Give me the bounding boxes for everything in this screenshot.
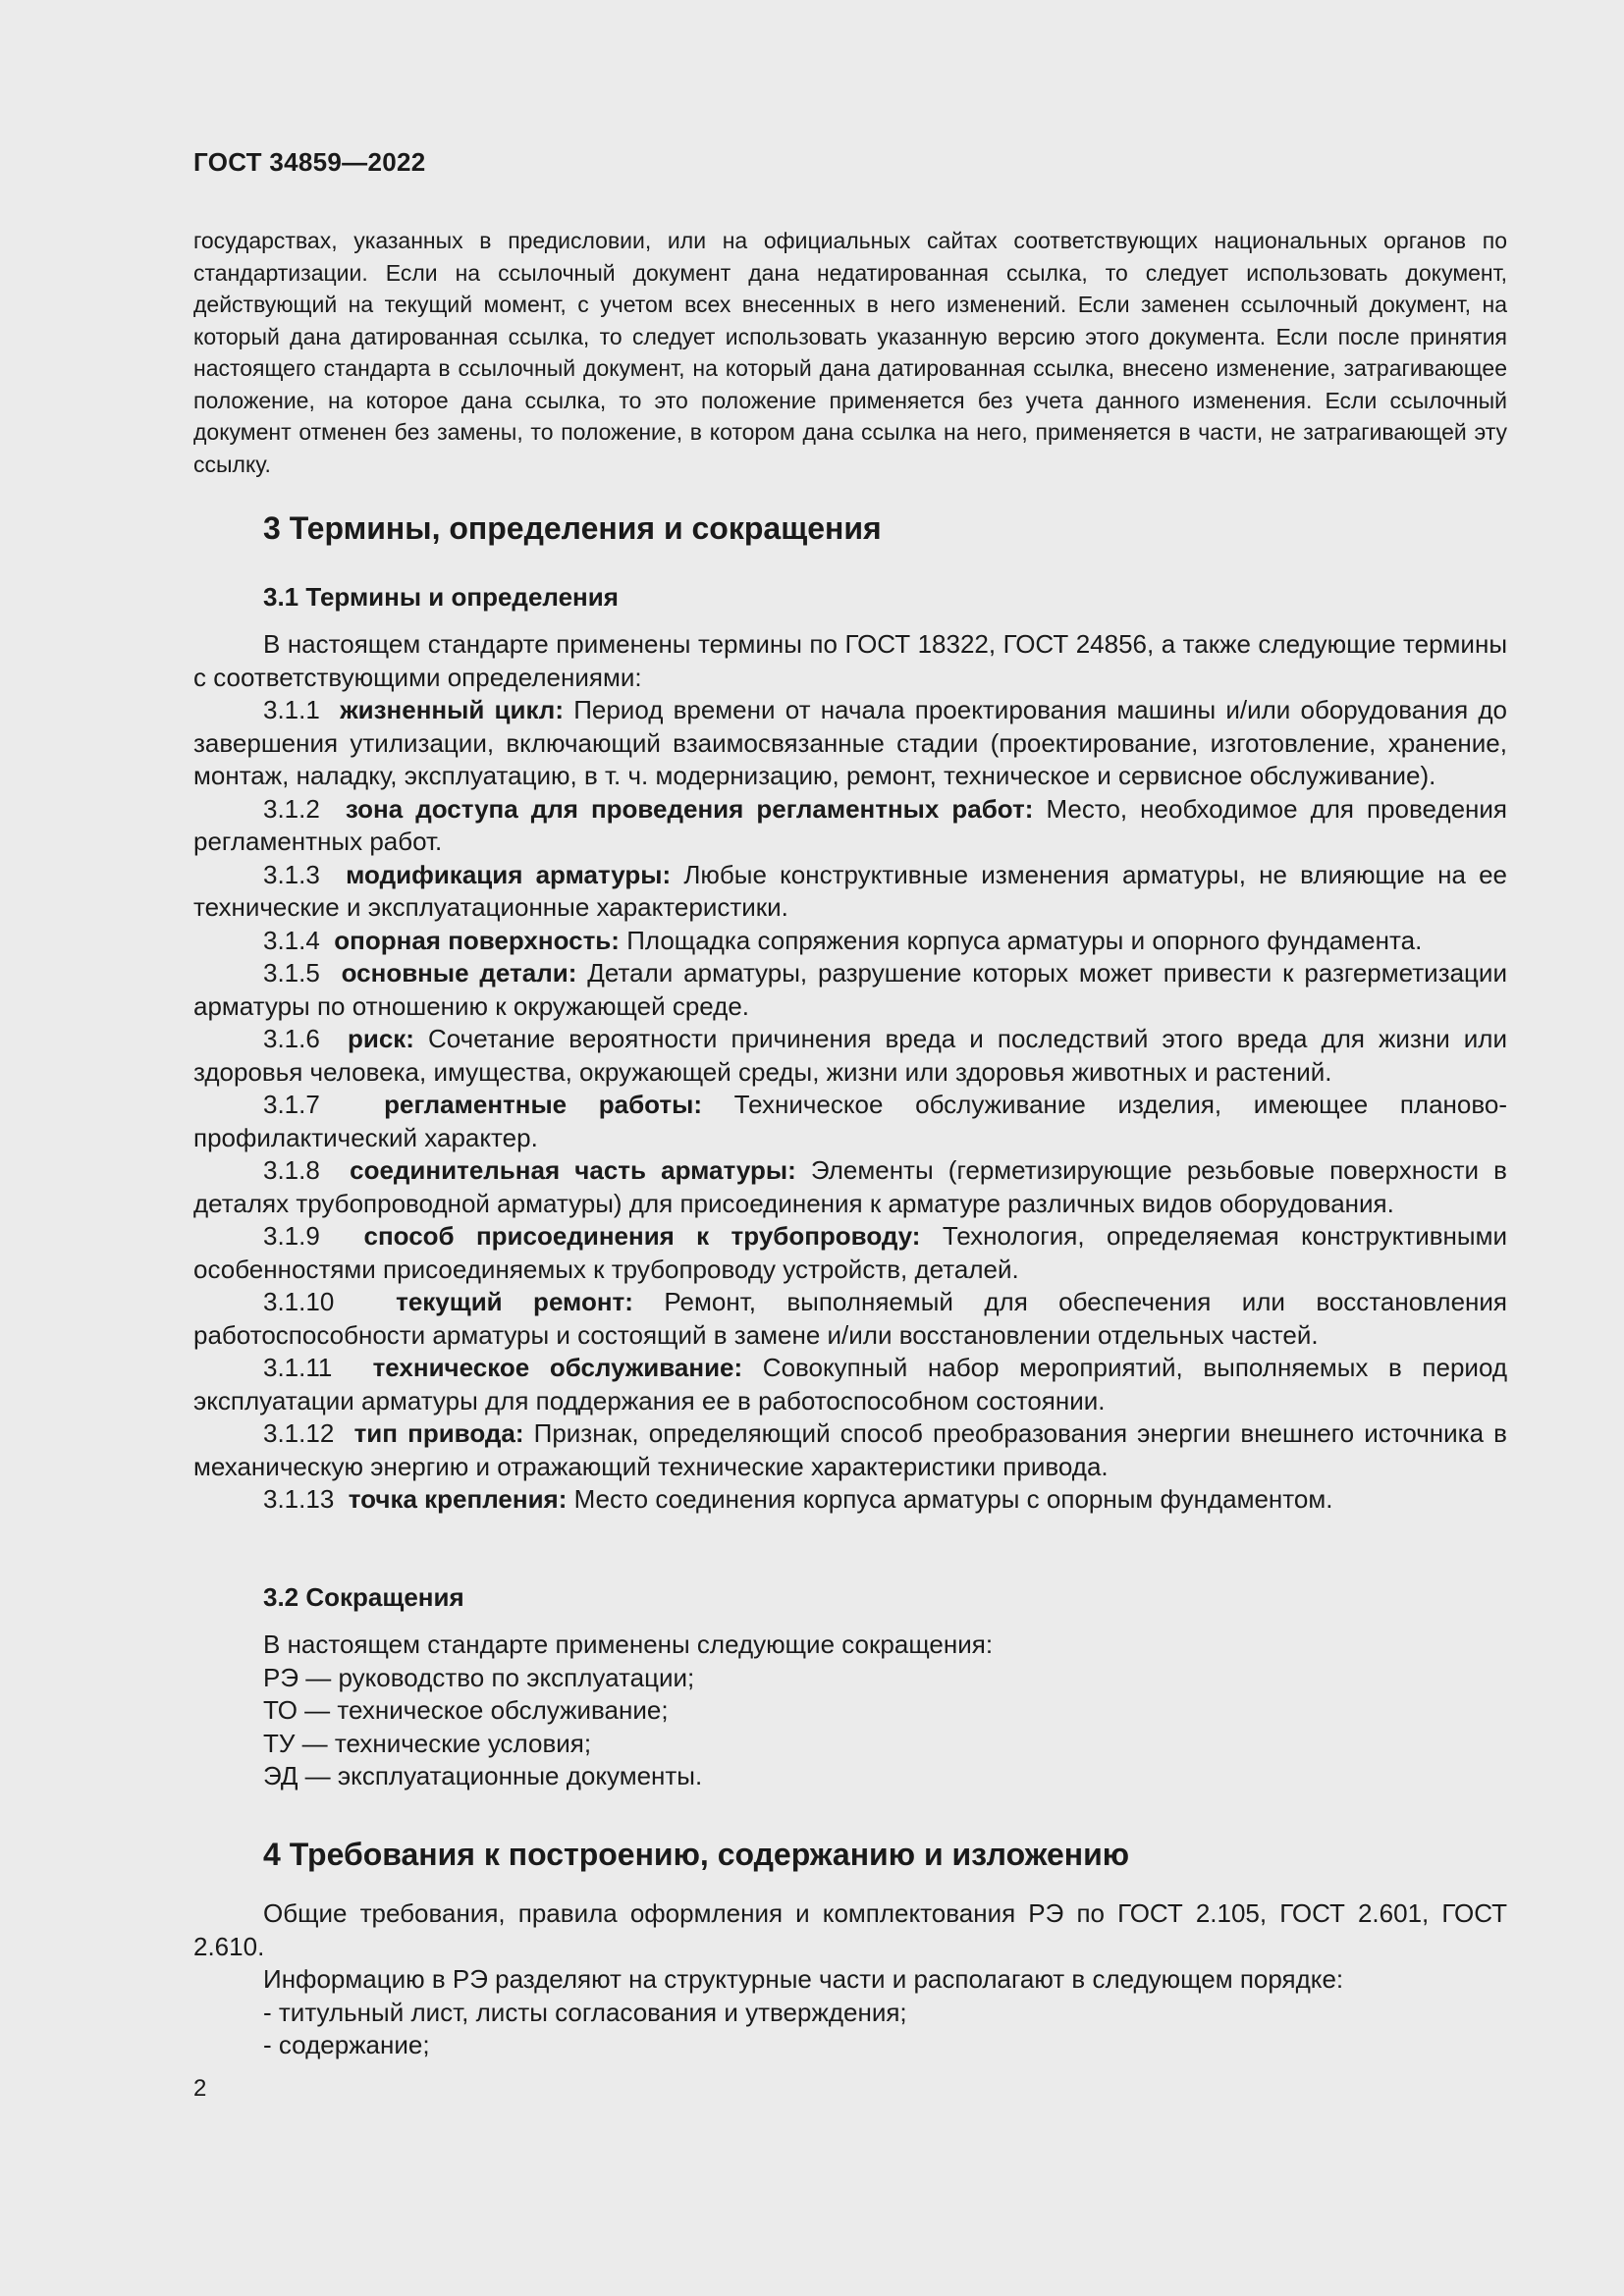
abbr-line: В настоящем стандарте применены следующие сокращения:: [263, 1629, 994, 1659]
abbr-line: ТУ — технические условия;: [263, 1728, 592, 1758]
terms-block: [193, 628, 1507, 1517]
term-number: 3.1.7: [263, 1090, 320, 1119]
term-name: жизненный цикл:: [340, 695, 564, 724]
abbr-line: ЭД — эксплуатационные документы.: [263, 1761, 703, 1790]
term-entry: [193, 1352, 1507, 1417]
term-name: соединительная часть арматуры:: [350, 1155, 796, 1185]
section-4-heading: 4 Требования к построению, содержанию и изложению: [263, 1837, 1130, 1872]
term-name: текущий ремонт:: [396, 1287, 633, 1316]
term-definition: Сочетание вероятности причинения вреда и последствий этого вреда для жизни или здоровья человека, имущества, окружающей среды, жизни или здоровья животных и растений.: [193, 1024, 1508, 1087]
term-entry: [193, 1154, 1507, 1220]
term-number: 3.1.12: [263, 1418, 335, 1448]
terms-list: [193, 694, 1507, 1517]
terms-lead: В настоящем стандарте применены термины по ГОСТ 18322, ГОСТ 24856, а также следующие термины с соответствующими определениями:: [193, 629, 1507, 692]
term-number: 3.1.8: [263, 1155, 320, 1185]
abbreviations-block: [193, 1629, 1507, 1793]
intro-paragraph: государствах, указанных в предисловии, или на официальных сайтах соответствующих национальных органов по стандартизации. Если на ссылочный документ дана недатированная ссылка, то следует использовать документ, действующий на текущий момент, с учетом всех внесенных в него изменений. Если заменен ссылочный документ, на который дана датированная ссылка, то следует использовать указанную версию этого документа. Если после принятия настоящего стандарта в ссылочный документ, на который дана датированная ссылка, внесено изменение, затрагивающее положение, на которое дана ссылка, то это положение применяется без учета данного изменения. Если ссылочный документ отменен без замены, то положение, в котором дана ссылка на него, применяется в части, не затрагивающей эту ссылку.: [193, 228, 1507, 477]
section-4-line: - содержание;: [263, 2030, 430, 2059]
term-number: 3.1.11: [263, 1353, 333, 1382]
term-number: 3.1.3: [263, 859, 320, 889]
term-name: основные детали:: [341, 958, 577, 988]
term-definition: Площадка сопряжения корпуса арматуры и опорного фундамента.: [626, 925, 1423, 955]
term-entry: [193, 1089, 1507, 1154]
subsection-3-1-heading: 3.1 Термины и определения: [263, 582, 619, 612]
section-4-paragraph: Общие требования, правила оформления и комплектования РЭ по ГОСТ 2.105, ГОСТ 2.601, ГОСТ 2.610.: [193, 1898, 1507, 1961]
term-number: 3.1.6: [263, 1024, 320, 1053]
section-3-heading: 3 Термины, определения и сокращения: [263, 510, 882, 546]
term-entry: [193, 859, 1507, 925]
term-definition: Совокупный набор мероприятий, выполняемых в период эксплуатации арматуры для поддержания ее в работоспособном состоянии.: [193, 1353, 1508, 1415]
term-name: риск:: [347, 1024, 414, 1053]
term-definition: Период времени от начала проектирования машины и/или оборудования до завершения утилизации, включающий взаимосвязанные стадии (проектирование, изготовление, хранение, монтаж, наладку, эксплуатацию, в т. ч. модернизацию, ремонт, техническое и сервисное обслуживание).: [193, 695, 1508, 790]
term-entry: [193, 1286, 1507, 1352]
term-definition: Техническое обслуживание изделия, имеющее планово-профилактический характер.: [193, 1090, 1507, 1152]
term-name: регламентные работы:: [384, 1090, 703, 1119]
term-entry: [193, 1417, 1507, 1483]
abbr-line: РЭ — руководство по эксплуатации;: [263, 1662, 695, 1692]
term-definition: Технология, определяемая конструктивными особенностями присоединяемых к трубопроводу устройств, деталей.: [193, 1221, 1507, 1284]
term-entry: [193, 793, 1507, 859]
term-name: тип привода:: [353, 1418, 524, 1448]
term-name: опорная поверхность:: [334, 925, 620, 955]
term-number: 3.1.4: [263, 925, 320, 955]
term-definition: Детали арматуры, разрушение которых может привести к разгерметизации арматуры по отношению к окружающей среде.: [193, 958, 1507, 1021]
term-number: 3.1.2: [263, 793, 320, 824]
subsection-3-2-heading: 3.2 Сокращения: [263, 1582, 464, 1612]
term-number: 3.1.13: [263, 1484, 335, 1514]
term-definition: Любые конструктивные изменения арматуры, не влияющие на ее технические и эксплуатационные характеристики.: [193, 859, 1507, 922]
abbr-line: ТО — техническое обслуживание;: [263, 1695, 669, 1725]
term-name: точка крепления:: [348, 1484, 568, 1514]
term-name: способ присоединения к трубопроводу:: [363, 1221, 921, 1251]
term-name: техническое обслуживание:: [372, 1353, 743, 1382]
term-number: 3.1.5: [263, 958, 320, 988]
term-number: 3.1.10: [263, 1287, 335, 1316]
term-entry: [193, 957, 1507, 1023]
term-number: 3.1.9: [263, 1221, 320, 1251]
document-id: ГОСТ 34859—2022: [193, 147, 426, 177]
section-4-body: [193, 1897, 1507, 2062]
term-definition: Признак, определяющий способ преобразования энергии внешнего источника в механическую энергию и отражающий технические характеристики привода.: [193, 1418, 1507, 1481]
term-definition: Место соединения корпуса арматуры с опорным фундаментом.: [573, 1484, 1333, 1514]
page-number: 2: [193, 2075, 207, 2102]
section-4-line: Информацию в РЭ разделяют на структурные части и располагают в следующем порядке:: [263, 1964, 1344, 1994]
section-4-line: - титульный лист, листы согласования и утверждения;: [263, 1997, 907, 2027]
term-entry: [193, 925, 1507, 958]
term-number: 3.1.1: [263, 695, 320, 724]
term-entry: [193, 1483, 1507, 1517]
term-entry: [193, 694, 1507, 793]
term-definition: Элементы (герметизирующие резьбовые поверхности в деталях трубопроводной арматуры) для присоединения к арматуре различных видов оборудования.: [193, 1155, 1507, 1218]
term-definition: Ремонт, выполняемый для обеспечения или восстановления работоспособности арматуры и состоящий в замене и/или восстановлении отдельных частей.: [193, 1287, 1508, 1350]
term-definition: Место, необходимое для проведения регламентных работ.: [193, 793, 1508, 856]
term-entry: [193, 1220, 1507, 1286]
term-entry: [193, 1023, 1507, 1089]
term-name: зона доступа для проведения регламентных работ:: [345, 793, 1034, 824]
term-name: модификация арматуры:: [346, 859, 672, 889]
